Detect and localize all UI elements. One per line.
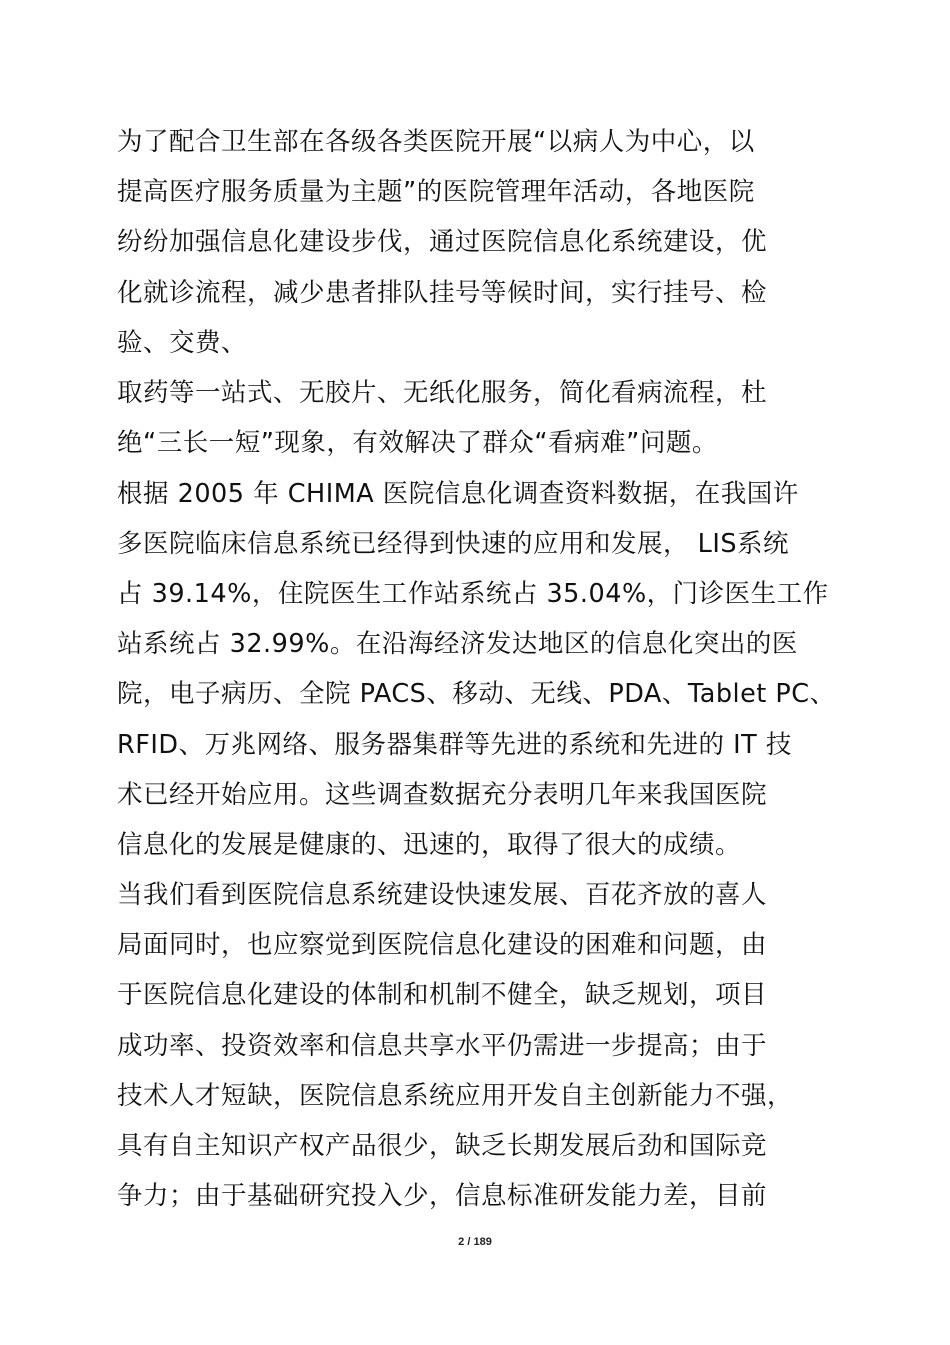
body-text-line: 于医院信息化建设的体制和机制不健全，缺乏规划，项目 <box>117 980 768 1010</box>
body-text-line: 技术人才短缺，医院信息系统应用开发自主创新能力不强， <box>117 1081 794 1111</box>
body-text-line: 占 39.14%，住院医生工作站系统占 35.04%，门诊医生工作 <box>117 579 829 609</box>
body-text-line: 根据 2005 年 CHIMA 医院信息化调查资料数据，在我国许 <box>117 479 799 509</box>
body-text-line: 化就诊流程，减少患者排队挂号等候时间，实行挂号、检 <box>117 278 768 308</box>
body-text-line: 为了配合卫生部在各级各类医院开展“以病人为中心，以 <box>117 127 755 157</box>
body-text-line: 局面同时，也应察觉到医院信息化建设的困难和问题，由 <box>117 930 768 960</box>
body-text-line: 提高医疗服务质量为主题”的医院管理年活动，各地医院 <box>117 177 755 207</box>
body-text-line: 信息化的发展是健康的、迅速的，取得了很大的成绩。 <box>117 830 742 860</box>
body-text-line: 当我们看到医院信息系统建设快速发展、百花齐放的喜人 <box>117 880 768 910</box>
body-text-line: 纷纷加强信息化建设步伐，通过医院信息化系统建设，优 <box>117 227 768 257</box>
body-text-line: 绝“三长一短”现象，有效解决了群众“看病难”问题。 <box>117 428 718 458</box>
body-text-line: 取药等一站式、无胶片、无纸化服务，简化看病流程，杜 <box>117 378 768 408</box>
body-text-line: 争力；由于基础研究投入少，信息标准研发能力差，目前 <box>117 1181 768 1211</box>
body-text-line: 站系统占 32.99%。在沿海经济发达地区的信息化突出的医 <box>117 629 798 659</box>
body-text-line: RFID、万兆网络、服务器集群等先进的系统和先进的 IT 技 <box>117 730 792 760</box>
page-number: 2 / 189 <box>458 1236 492 1248</box>
body-text-line: 多医院临床信息系统已经得到快速的应用和发展， LIS系统 <box>117 529 790 559</box>
body-text-line: 验、交费、 <box>117 328 248 358</box>
body-text-line: 院，电子病历、全院 PACS、移动、无线、PDA、Tablet PC、 <box>117 679 836 709</box>
body-text-line: 成功率、投资效率和信息共享水平仍需进一步提高；由于 <box>117 1031 768 1061</box>
body-text-line: 具有自主知识产权产品很少，缺乏长期发展后劲和国际竞 <box>117 1131 768 1161</box>
body-text-line: 术已经开始应用。这些调查数据充分表明几年来我国医院 <box>117 780 768 810</box>
